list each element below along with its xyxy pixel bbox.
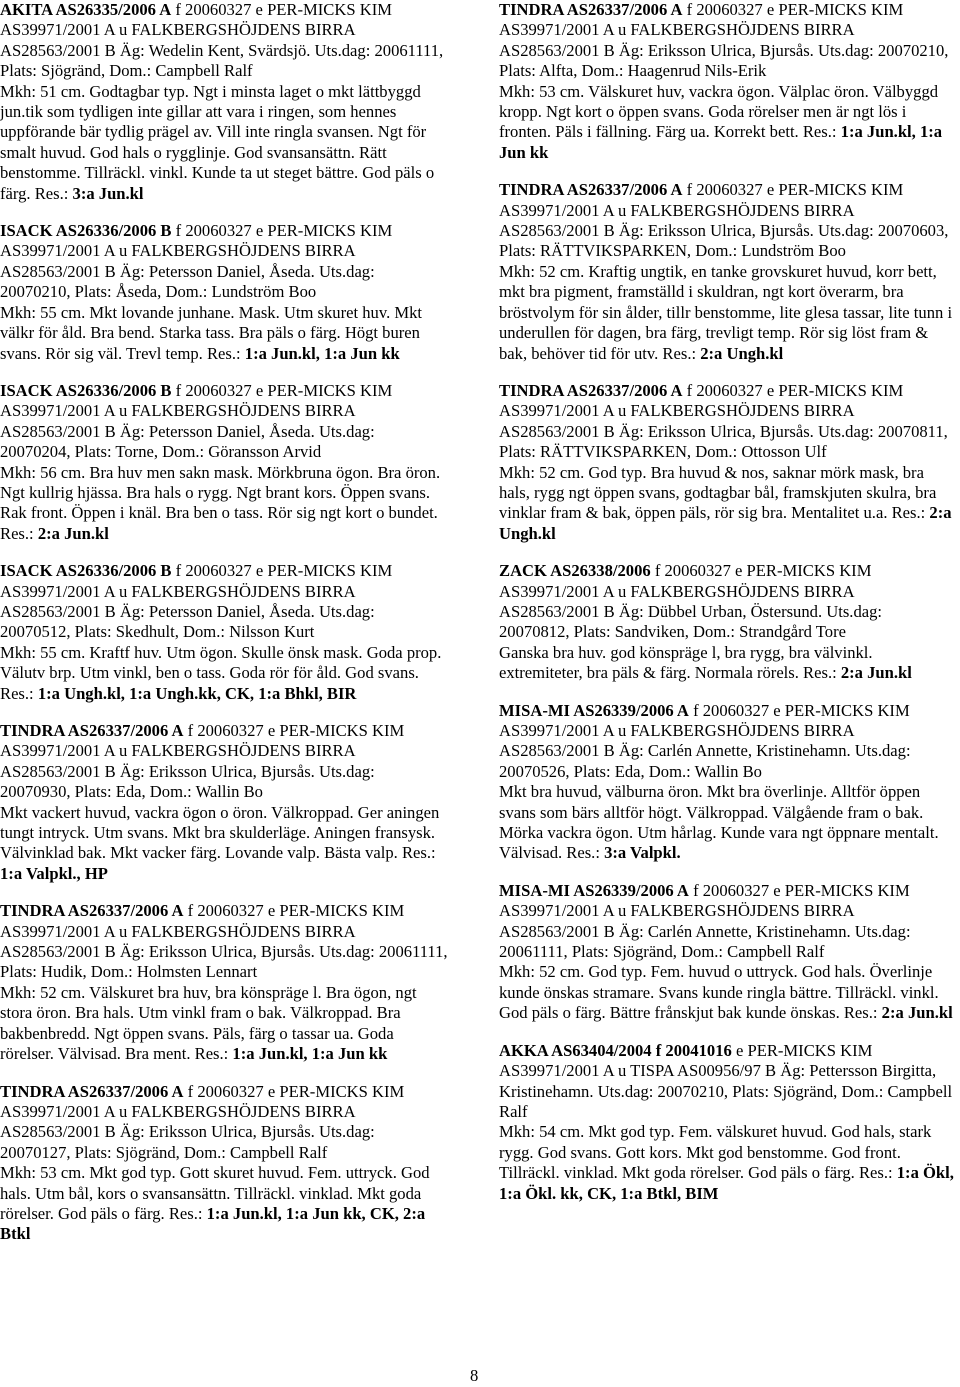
dog-entry [499,381,955,544]
pedigree-details: f 20060327 e PER-MICKS KIM AS39971/2001 A u FALKBERGSHÖJDENS BIRRA AS28563/2001 B Äg: Eriksson Ulrica, Bjursås. Uts.dag: 20070811, Plats: RÄTTVIKSPARKEN, Dom.: Ottosson Ulf [499,380,948,462]
result: 1:a Ökl, 1:a Ökl. kk, CK, 1:a Btkl, BIM [499,1163,954,1203]
dog-name-reg: TINDRA AS26337/2006 A [0,1081,184,1101]
entry-pedigree [499,701,955,783]
dog-entry [0,721,448,884]
dog-name-reg: ZACK AS26338/2006 [499,561,651,581]
pedigree-details: f 20060327 e PER-MICKS KIM AS39971/2001 A u FALKBERGSHÖJDENS BIRRA AS28563/2001 B Äg: Eriksson Ulrica, Bjursås. Uts.dag: 20070603, Plats: RÄTTVIKSPARKEN, Dom.: Lundström Boo [499,180,949,261]
result: 1:a Jun.kl, 1:a Jun kk, CK, 2:a Btkl [0,1203,426,1244]
pedigree-details: f 20060327 e PER-MICKS KIM AS39971/2001 A u FALKBERGSHÖJDENS BIRRA AS28563/2001 B Äg: Petersson Daniel, Åseda. Uts.dag: 20070512, Plats: Skedhult, Dom.: Nilsson Kurt [0,561,393,642]
dog-entry [0,561,448,704]
critique-text: Mkh: 52 cm. Välskuret bra huv, bra könspräge l. Bra ögon, ngt stora öron. Bra hals. Utm vinkl fram o bak. Välkroppad. Bra bakbenbredd. Ngt öppen svans. Päls, färg o tassar ua. Goda rörelser. Välvisad. Bra ment. Res.: [0,982,417,1064]
critique-text: Mkh: 52 cm. God typ. Bra huvud & nos, saknar mörk mask, bra hals, rygg ngt öppen svans, godtagbar bål, framskjuten skulra, bra vinklar fram & bak, öppen päls, rör sig bra. Mentalitet u.a. Res.: [499,462,937,523]
pedigree-details: f 20060327 e PER-MICKS KIM AS39971/2001 A u FALKBERGSHÖJDENS BIRRA AS28563/2001 B Äg: Petersson Daniel, Åseda. Uts.dag: 20070204, Plats: Torne, Dom.: Göransson Arvid [0,380,393,462]
result: 3:a Jun.kl [72,183,144,203]
critique-text: Mkh: 54 cm. Mkt god typ. Fem. välskuret huvud. God hals, stark rygg. God svans. Gott kors. Mkt god benstomme. God front. Tillräckl. vinklad. Mkt goda rörelser. God päls o färg. Res.: [499,1122,932,1183]
pedigree-details: f 20060327 e PER-MICKS KIM AS39971/2001 A u FALKBERGSHÖJDENS BIRRA AS28563/2001 B Äg: Wedelin Kent, Svärdsjö. Uts.dag: 20061111, Plats: Sjögränd, Dom.: Campbell Ralf [0,0,444,81]
result: 1:a Jun.kl, 1:a Jun kk [232,1044,388,1064]
dog-name-reg: MISA-MI AS26339/2006 A [499,880,689,900]
critique-text: Mkh: 53 cm. Mkt god typ. Gott skuret huvud. Fem. uttryck. God hals. Utm bål, kors o svansansättn. Tillräckl. vinklad. Mkt goda rörelser. God päls o färg. Res.: [0,1163,430,1223]
pedigree-details: f 20060327 e PER-MICKS KIM AS39971/2001 A u FALKBERGSHÖJDENS BIRRA AS28563/2001 B Äg: Eriksson Ulrica, Bjursås. Uts.dag: 20070930, Plats: Eda, Dom.: Wallin Bo [0,721,405,802]
dog-name-reg: AKKA AS63404/2004 f 20041016 [499,1040,732,1060]
pedigree-details: f 20060327 e PER-MICKS KIM AS39971/2001 A u FALKBERGSHÖJDENS BIRRA AS28563/2001 B Äg: Carlén Annette, Kristinehamn. Uts.dag: 20061111, Plats: Sjögränd, Dom.: Campbell Ralf [499,880,911,962]
entry-critique [499,1122,955,1204]
entry-pedigree [499,180,955,262]
entry-pedigree [0,381,448,463]
result: 1:a Jun.kl, 1:a Jun kk [499,122,943,162]
critique-text: Mkh: 55 cm. Kraftf huv. Utm ögon. Skulle önsk mask. Goda prop. Välutv brp. Utm vinkl, ben o tass. Goda rör för åld. God svans. Res.: [0,642,442,703]
critique-text: Mkh: 51 cm. Godtagbar typ. Ngt i minsta laget o mkt lättbyggd jun.tik som tydligen inte gillar att vara i ringen, som hennes uppförande bär tydlig prägel av. Vill inte ringla svansen. Ngt för smalt huvud. God hals o rygglinje. God svansansättn. Rätt benstomme. Tillräckl. vinkl. Kunde ta ut steget bättre. God päls o färg. Res.: [0,81,435,203]
dog-entry [0,221,448,364]
dog-entry [0,1082,448,1245]
dog-name-reg: ISACK AS26336/2006 B [0,221,172,241]
critique-text: Mkt bra huvud, välburna öron. Mkt bra överlinje. Alltför öppen svans som bärs alltför högt. Välkroppad. Välgående fram o bak. Mörka vackra ögon. Utm hårlag. Kunde vara ngt öppnare mentalt. Välvisad. Res.: [499,782,939,863]
critique-text: Mkh: 52 cm. God typ. Fem. huvud o uttryck. God hals. Överlinje kunde önskas stramare. Svans kunde ringla bättre. Tillräckl. vinkl. God päls o färg. Bättre frånskjut bak kunde önskas. Res.: [499,962,939,1023]
pedigree-details: f 20060327 e PER-MICKS KIM AS39971/2001 A u FALKBERGSHÖJDENS BIRRA AS28563/2001 B Äg: Dübbel Urban, Östersund. Uts.dag: 20070812, Plats: Sandviken, Dom.: Strandgård Tore [499,561,883,642]
entry-pedigree [0,901,448,983]
entry-pedigree [0,561,448,643]
entry-pedigree [0,1082,448,1164]
entry-critique [0,463,448,545]
result: 3:a Valpkl. [604,843,681,863]
critique-text: Ganska bra huv. god könspräge l, bra rygg, bra välvinkl. extremiteter, bra päls & färg. Normala rörels. Res.: [499,642,873,683]
entry-critique [499,463,955,545]
dog-entry [499,0,955,163]
entry-critique [499,962,955,1023]
dog-entry [499,701,955,864]
entry-pedigree [0,721,448,803]
pedigree-details: f 20060327 e PER-MICKS KIM AS39971/2001 A u FALKBERGSHÖJDENS BIRRA AS28563/2001 B Äg: Eriksson Ulrica, Bjursås. Uts.dag: 20061111, Plats: Hudik, Dom.: Holmsten Lennart [0,901,448,982]
entry-critique [499,262,955,364]
entry-pedigree [499,881,955,963]
dog-entry [499,881,955,1024]
result: 1:a Ungh.kl, 1:a Ungh.kk, CK, 1:a Bhkl, BIR [37,683,357,703]
left-column [0,0,448,1262]
result: 1:a Valpkl., HP [0,863,108,883]
pedigree-details: e PER-MICKS KIM AS39971/2001 A u TISPA AS00956/97 B Äg: Pettersson Birgitta, Kristinehamn. Uts.dag: 20070210, Plats: Sjögränd, Dom.: Campbell Ralf [499,1040,953,1121]
pedigree-details: f 20060327 e PER-MICKS KIM AS39971/2001 A u FALKBERGSHÖJDENS BIRRA AS28563/2001 B Äg: Eriksson Ulrica, Bjursås. Uts.dag: 20070127, Plats: Sjögränd, Dom.: Campbell Ralf [0,1081,405,1162]
entry-pedigree [499,0,955,82]
page-number: 8 [470,1366,479,1385]
entry-critique [0,82,448,204]
dog-name-reg: ISACK AS26336/2006 B [0,561,172,581]
entry-critique [0,643,448,704]
dog-name-reg: TINDRA AS26337/2006 A [499,0,683,19]
entry-critique [499,782,955,864]
dog-entry [499,561,955,683]
dog-name-reg: AKITA AS26335/2006 A [0,0,172,19]
result: 2:a Ungh.kl [499,503,952,543]
entry-pedigree [0,221,448,303]
dog-name-reg: TINDRA AS26337/2006 A [0,721,184,740]
critique-text: Mkh: 56 cm. Bra huv men sakn mask. Mörkbruna ögon. Bra öron. Ngt kullrig hjässa. Bra hals o rygg. Ngt brant kors. Öppen svans. Rak front. Öppen i knäl. Bra ben o tass. Rör sig ngt kort o bundet. Res.: [0,462,441,543]
dog-entry [0,0,448,204]
critique-text: Mkh: 55 cm. Mkt lovande junhane. Mask. Utm skuret huv. Mkt välkr för åld. Bra bend. Starka tass. Bra päls o färg. Högt buren svans. Rör sig väl. Trevl temp. Res.: [0,302,423,363]
entry-critique [0,803,448,885]
entry-critique [0,303,448,364]
result: 2:a Jun.kl [37,523,109,543]
entry-pedigree [499,381,955,463]
dog-name-reg: ISACK AS26336/2006 B [0,380,172,400]
entry-critique [0,983,448,1065]
entry-critique [499,82,955,164]
dog-name-reg: TINDRA AS26337/2006 A [499,380,683,400]
entry-pedigree [499,561,955,643]
pedigree-details: f 20060327 e PER-MICKS KIM AS39971/2001 A u FALKBERGSHÖJDENS BIRRA AS28563/2001 B Äg: Eriksson Ulrica, Bjursås. Uts.dag: 20070210, Plats: Alfta, Dom.: Haagenrud Nils-Erik [499,0,949,81]
entry-critique [0,1163,448,1245]
result: 2:a Ungh.kl [700,343,784,363]
dog-name-reg: TINDRA AS26337/2006 A [499,180,683,200]
critique-text: Mkh: 53 cm. Välskuret huv, vackra ögon. Välplac öron. Välbyggd kropp. Ngt kort o öppen svans. Goda rörelser men är ngt lös i fronten. Päls i fällning. Färg ua. Korrekt bett. Res.: [499,81,939,142]
dog-name-reg: MISA-MI AS26339/2006 A [499,700,689,720]
dog-entry [499,1041,955,1204]
dog-entry [0,381,448,544]
entry-critique [499,643,955,684]
dog-entry [0,901,448,1064]
result: 2:a Jun.kl [840,663,912,683]
dog-entry [499,180,955,364]
result: 1:a Jun.kl, 1:a Jun kk [244,343,400,363]
critique-text: Mkh: 52 cm. Kraftig ungtik, en tanke grovskuret huvud, korr bett, mkt bra pigment, framställd i skuldran, ngt kort överarm, bra bröstvolym för sin ålder, tillr benstomme, lite glesa tassar, lite tunn i underullen för dagen, bra färg, trevligt temp. Rör sig löst fram & bak, behöver tid för utv. Res.: [499,261,953,363]
entry-pedigree [499,1041,955,1123]
critique-text: Mkt vackert huvud, vackra ögon o öron. Välkroppad. Ger aningen tungt intryck. Utm svans. Mkt bra skulderläge. Aningen fransysk. Välvinklad bak. Mkt vacker färg. Lovande valp. Bästa valp. Res.: [0,802,440,863]
result: 2:a Jun.kl [881,1003,953,1023]
right-column [499,0,955,1221]
dog-name-reg: TINDRA AS26337/2006 A [0,901,184,921]
pedigree-details: f 20060327 e PER-MICKS KIM AS39971/2001 A u FALKBERGSHÖJDENS BIRRA AS28563/2001 B Äg: Petersson Daniel, Åseda. Uts.dag: 20070210, Plats: Åseda, Dom.: Lundström Boo [0,221,393,302]
entry-pedigree [0,0,448,82]
pedigree-details: f 20060327 e PER-MICKS KIM AS39971/2001 A u FALKBERGSHÖJDENS BIRRA AS28563/2001 B Äg: Carlén Annette, Kristinehamn. Uts.dag: 20070526, Plats: Eda, Dom.: Wallin Bo [499,700,911,781]
